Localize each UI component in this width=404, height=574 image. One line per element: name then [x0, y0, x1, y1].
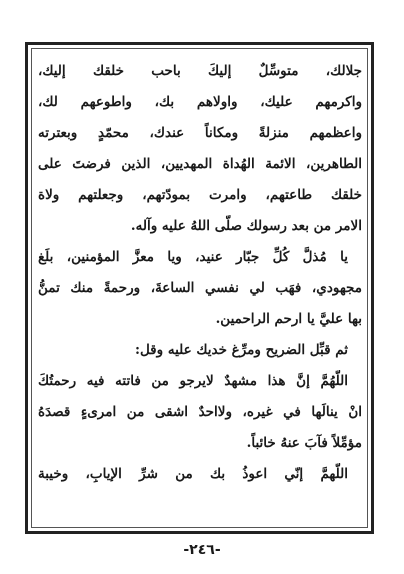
text-line: انْ ينالَها في غيره، ولااحدٌ اشقى من امرىءٍ قصدَهُ [38, 404, 362, 420]
text-line: جلالك، متوسِّلٌ إليكَ باحب خلقك إليك، [38, 63, 362, 79]
prayer-text [38, 56, 362, 490]
text-line: بها عليَّ يا ارحم الراحمين. [215, 311, 362, 327]
text-line: الامر من بعد رسولك صلّى اللهُ عليه وآله. [130, 218, 362, 234]
text-line: اللّهمَّ إنّي اعوذُ بك من شرِّ الإيابِ، وخيبة [38, 466, 348, 482]
instruction-line: ثم قبِّل الضريح ومرِّغ خديك عليه وقل: [134, 342, 348, 358]
text-line: الطاهرين، الائمة الهُداة المهديين، الذين فرضتَ على [38, 156, 362, 172]
page-number: -٢٤٦- [183, 542, 221, 558]
text-line: خلقك طاعتهم، وامرت بمودّتهم، وجعلتهم ولاة [38, 187, 362, 203]
text-line: واعظمهم منزلةً ومكاناً عندك، محمّدٍ وبعترته [38, 125, 362, 141]
text-line: واكرمهم عليك، واولاهم بك، واطوعهم لك، [38, 94, 362, 110]
text-line: اللّهُمَّ إنَّ هذا مشهدٌ لايرجو من فاتته فيه رحمتُكَ [38, 373, 348, 389]
text-line: يا مُذلَّ كُلِّ جبّار عنيد، ويا معزَّ المؤمنين، بلَغ [38, 249, 348, 265]
text-line: مؤمِّلاً فآبَ عنهُ خائباً. [246, 435, 362, 451]
text-line: مجهودي، فهَب لي نفسي الساعةَ، ورحمةً منك تمنُّ [38, 280, 362, 296]
